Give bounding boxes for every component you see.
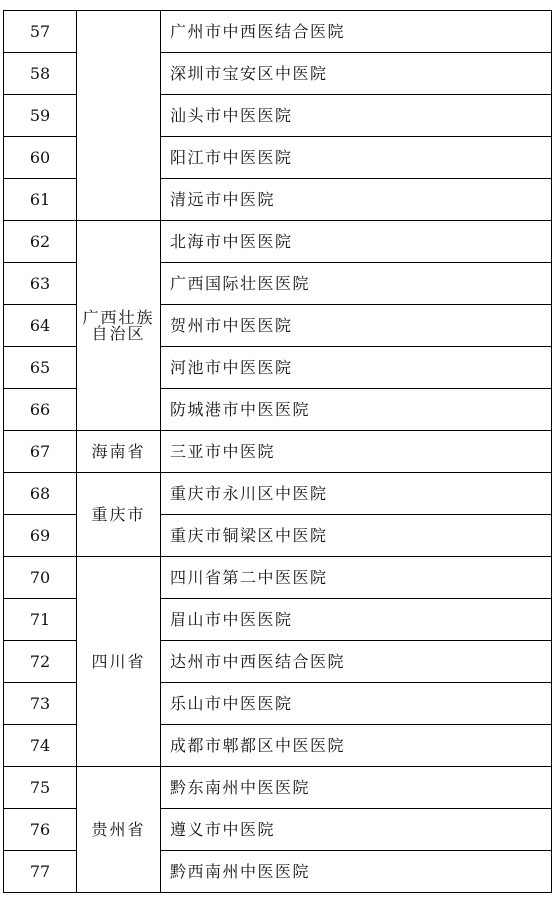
hospital-table-body: [4, 11, 552, 893]
hospital-name: 北海市中医医院: [161, 221, 552, 263]
row-number: 69: [4, 515, 77, 557]
row-number: 63: [4, 263, 77, 305]
row-number: 76: [4, 809, 77, 851]
hospital-name: 遵义市中医院: [161, 809, 552, 851]
hospital-name: 广西国际壮医医院: [161, 263, 552, 305]
hospital-name: 成都市郫都区中医医院: [161, 725, 552, 767]
hospital-name: 黔西南州中医医院: [161, 851, 552, 893]
table-row: [4, 11, 552, 53]
hospital-name: 黔东南州中医医院: [161, 767, 552, 809]
table-row: [4, 473, 552, 515]
row-number: 58: [4, 53, 77, 95]
province-cell-hainan: 海南省: [77, 431, 161, 473]
hospital-name: 河池市中医医院: [161, 347, 552, 389]
province-cell-sichuan: 四川省: [77, 557, 161, 767]
hospital-name: 汕头市中医医院: [161, 95, 552, 137]
hospital-name: 贺州市中医医院: [161, 305, 552, 347]
row-number: 67: [4, 431, 77, 473]
row-number: 75: [4, 767, 77, 809]
hospital-name: 清远市中医院: [161, 179, 552, 221]
row-number: 60: [4, 137, 77, 179]
table-row: [4, 767, 552, 809]
row-number: 57: [4, 11, 77, 53]
hospital-name: 四川省第二中医医院: [161, 557, 552, 599]
province-cell-guizhou: 贵州省: [77, 767, 161, 893]
hospital-name: 乐山市中医医院: [161, 683, 552, 725]
hospital-name: 阳江市中医医院: [161, 137, 552, 179]
hospital-name: 三亚市中医院: [161, 431, 552, 473]
row-number: 68: [4, 473, 77, 515]
table-row: [4, 221, 552, 263]
row-number: 66: [4, 389, 77, 431]
table-row: [4, 431, 552, 473]
row-number: 64: [4, 305, 77, 347]
row-number: 77: [4, 851, 77, 893]
row-number: 73: [4, 683, 77, 725]
province-cell-guangxi: 广西壮族自治区: [77, 221, 161, 431]
row-number: 59: [4, 95, 77, 137]
row-number: 65: [4, 347, 77, 389]
province-cell-chongqing: 重庆市: [77, 473, 161, 557]
table-row: [4, 557, 552, 599]
hospital-table: [3, 10, 552, 893]
province-cell-guangdong: [77, 11, 161, 221]
row-number: 71: [4, 599, 77, 641]
hospital-name: 重庆市铜梁区中医院: [161, 515, 552, 557]
hospital-name: 达州市中西医结合医院: [161, 641, 552, 683]
hospital-name: 防城港市中医医院: [161, 389, 552, 431]
row-number: 72: [4, 641, 77, 683]
hospital-name: 重庆市永川区中医院: [161, 473, 552, 515]
row-number: 62: [4, 221, 77, 263]
row-number: 74: [4, 725, 77, 767]
row-number: 61: [4, 179, 77, 221]
row-number: 70: [4, 557, 77, 599]
hospital-name: 广州市中西医结合医院: [161, 11, 552, 53]
hospital-name: 眉山市中医医院: [161, 599, 552, 641]
hospital-name: 深圳市宝安区中医院: [161, 53, 552, 95]
